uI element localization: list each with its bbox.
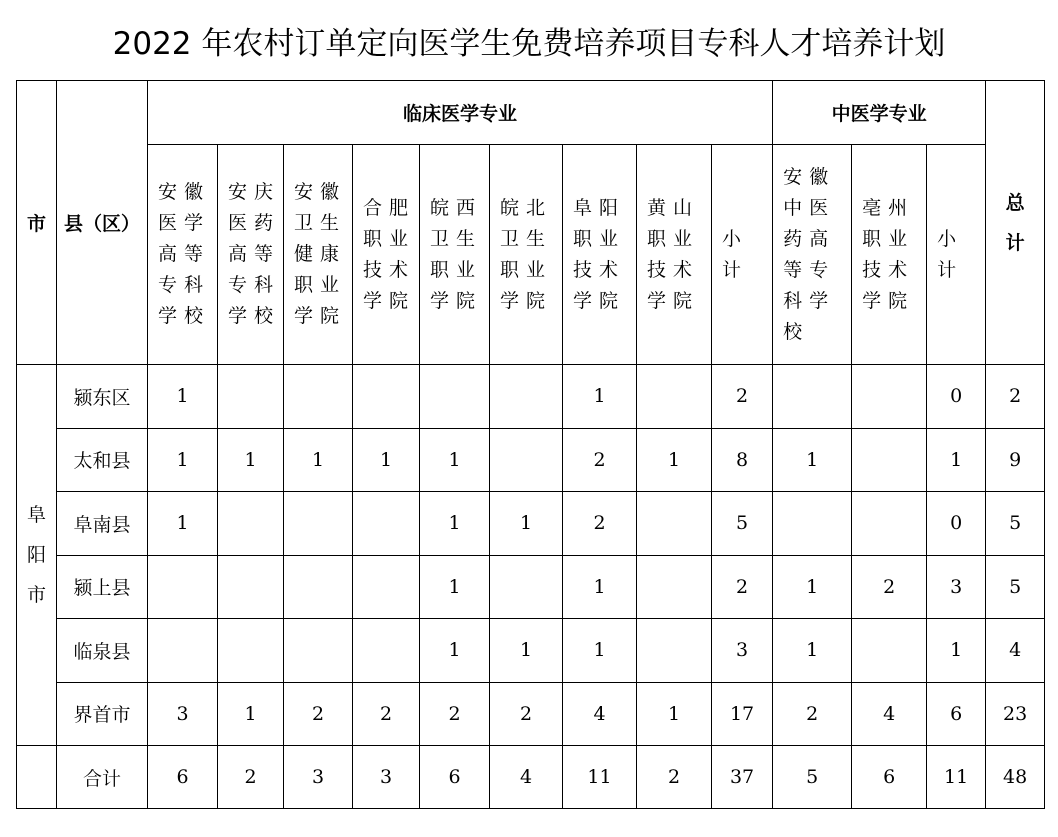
header-clinical-school: 皖北 卫生 职业 学院	[490, 145, 563, 365]
total-cell: 3	[284, 746, 353, 809]
table-cell: 1	[490, 619, 563, 683]
table-row	[17, 492, 1045, 556]
table-cell: 2	[420, 682, 490, 746]
table-cell	[284, 365, 353, 429]
total-cell: 3	[353, 746, 420, 809]
header-clinical-school: 合肥 职业 技术 学院	[353, 145, 420, 365]
table-cell: 1	[637, 682, 712, 746]
table-cell: 2	[986, 365, 1045, 429]
table-cell	[852, 365, 927, 429]
table-cell: 23	[986, 682, 1045, 746]
header-clinical-school: 皖西 卫生 职业 学院	[420, 145, 490, 365]
table-row	[17, 619, 1045, 683]
table-cell: 4	[563, 682, 637, 746]
table-cell: 2	[852, 555, 927, 619]
table-cell: 2	[490, 682, 563, 746]
header-clinical-medicine: 临床医学专业	[148, 81, 773, 145]
table-cell	[353, 365, 420, 429]
total-cell: 6	[148, 746, 218, 809]
table-cell	[773, 365, 852, 429]
table-cell: 9	[986, 428, 1045, 492]
table-cell	[284, 555, 353, 619]
total-cell: 2	[218, 746, 284, 809]
table-cell: 1	[148, 492, 218, 556]
table-cell	[637, 492, 712, 556]
table-cell: 3	[927, 555, 986, 619]
table-cell: 1	[218, 428, 284, 492]
county-name: 颍上县	[57, 555, 148, 619]
table-cell: 2	[284, 682, 353, 746]
table-cell	[148, 555, 218, 619]
total-cell: 11	[927, 746, 986, 809]
table-cell: 2	[353, 682, 420, 746]
table-row	[17, 682, 1045, 746]
header-clinical-school: 安庆 医药 高等 专科 学校	[218, 145, 284, 365]
table-cell: 8	[712, 428, 773, 492]
table-cell: 0	[927, 365, 986, 429]
table-cell: 1	[563, 619, 637, 683]
table-cell: 2	[563, 492, 637, 556]
table-cell: 2	[712, 555, 773, 619]
header-city: 市	[17, 81, 57, 365]
table-cell: 5	[986, 492, 1045, 556]
header-tcm: 中医学专业	[773, 81, 986, 145]
table-cell: 1	[420, 428, 490, 492]
header-tcm-subtotal: 小 计	[927, 145, 986, 365]
table-cell	[218, 492, 284, 556]
total-cell: 4	[490, 746, 563, 809]
county-name: 临泉县	[57, 619, 148, 683]
table-cell	[490, 365, 563, 429]
header-clinical-school: 安徽 医学 高等 专科 学校	[148, 145, 218, 365]
total-cell: 6	[420, 746, 490, 809]
table-cell: 1	[353, 428, 420, 492]
table-cell: 17	[712, 682, 773, 746]
table-cell	[637, 555, 712, 619]
plan-table	[16, 80, 1045, 809]
total-cell: 5	[773, 746, 852, 809]
header-clinical-school: 阜阳 职业 技术 学院	[563, 145, 637, 365]
table-cell	[353, 619, 420, 683]
header-tcm-school: 亳州 职业 技术 学院	[852, 145, 927, 365]
total-row	[17, 746, 1045, 809]
table-row	[17, 428, 1045, 492]
total-cell: 11	[563, 746, 637, 809]
table-cell	[490, 555, 563, 619]
total-cell: 6	[852, 746, 927, 809]
table-cell: 1	[773, 555, 852, 619]
header-total: 总 计	[986, 81, 1045, 365]
table-cell: 1	[563, 365, 637, 429]
table-row	[17, 365, 1045, 429]
table-cell	[637, 365, 712, 429]
table-cell: 1	[773, 619, 852, 683]
table-row	[17, 555, 1045, 619]
total-cell: 2	[637, 746, 712, 809]
table-cell: 1	[637, 428, 712, 492]
table-cell	[420, 365, 490, 429]
table-cell: 5	[986, 555, 1045, 619]
table-cell: 2	[712, 365, 773, 429]
table-cell: 4	[986, 619, 1045, 683]
table-cell: 1	[420, 492, 490, 556]
table-cell: 1	[563, 555, 637, 619]
table-cell: 2	[773, 682, 852, 746]
table-cell: 1	[927, 619, 986, 683]
county-name: 阜南县	[57, 492, 148, 556]
table-cell: 3	[712, 619, 773, 683]
table-cell	[218, 365, 284, 429]
table-cell	[773, 492, 852, 556]
table-cell: 2	[563, 428, 637, 492]
header-clinical-school: 安徽 卫生 健康 职业 学院	[284, 145, 353, 365]
header-clinical-subtotal: 小 计	[712, 145, 773, 365]
total-row-city-cell	[17, 746, 57, 809]
table-cell: 1	[927, 428, 986, 492]
table-cell	[284, 619, 353, 683]
header-clinical-school: 黄山 职业 技术 学院	[637, 145, 712, 365]
table-cell: 1	[148, 428, 218, 492]
county-name: 太和县	[57, 428, 148, 492]
county-name: 颍东区	[57, 365, 148, 429]
table-cell: 1	[420, 619, 490, 683]
table-cell	[353, 492, 420, 556]
city-name: 阜 阳 市	[17, 365, 57, 746]
table-cell: 1	[420, 555, 490, 619]
table-cell: 1	[773, 428, 852, 492]
table-cell: 1	[490, 492, 563, 556]
table-cell	[353, 555, 420, 619]
table-cell: 5	[712, 492, 773, 556]
table-cell	[218, 555, 284, 619]
table-cell	[852, 492, 927, 556]
table-cell	[148, 619, 218, 683]
table-cell	[637, 619, 712, 683]
table-cell: 0	[927, 492, 986, 556]
table-cell: 4	[852, 682, 927, 746]
header-tcm-school: 安徽 中医 药高 等专 科学 校	[773, 145, 852, 365]
table-cell: 1	[148, 365, 218, 429]
table-cell: 1	[284, 428, 353, 492]
table-cell	[490, 428, 563, 492]
table-cell	[218, 619, 284, 683]
table-cell	[852, 428, 927, 492]
county-name: 界首市	[57, 682, 148, 746]
page-title: 2022 年农村订单定向医学生免费培养项目专科人才培养计划	[112, 25, 946, 62]
table-cell: 6	[927, 682, 986, 746]
total-row-label: 合计	[57, 746, 148, 809]
table-cell	[284, 492, 353, 556]
total-cell: 48	[986, 746, 1045, 809]
total-cell: 37	[712, 746, 773, 809]
header-county: 县（区）	[57, 81, 148, 365]
table-cell: 3	[148, 682, 218, 746]
table-cell	[852, 619, 927, 683]
table-cell: 1	[218, 682, 284, 746]
